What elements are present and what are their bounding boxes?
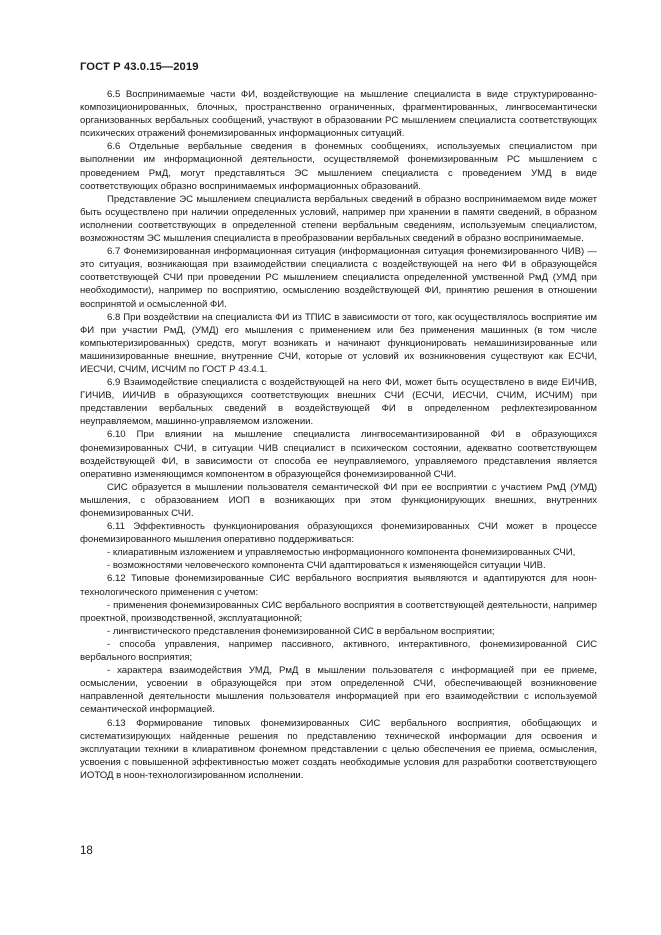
paragraph-6-10: 6.10 При влиянии на мышление специалиста лингвосемантизированной ФИ в образующихся фонемизированных СЧИ, в ситуации ЧИВ специалист в психическом состоянии, адекватно соответствующем воздействующей ФИ, в зависимости от способа ее неуправляемого, управляемого представления является оперативно изменяющимся компонентом в образующейся фонемизированной СЧИ. <box>80 429 597 480</box>
list-item: - способа управления, например пассивного, активного, интерактивного, фонемизированной СИС вербального восприятия; <box>80 638 597 664</box>
paragraph-6-6-continued: Представление ЭС мышлением специалиста вербальных сведений в образно воспринимаемом виде может быть осуществлено при наличии определенных условий, например при хранении в памяти сведений, в образном исполнении соответствующих в определенной степени вербальным сведениям, используемым специалистом, возможностям ЭС мышления специалиста в преобразовании вербальных сведений в образно воспринимаемые. <box>80 193 597 245</box>
list-item: - возможностями человеческого компонента СЧИ адаптироваться к изменяющейся ситуации ЧИВ. <box>107 560 546 572</box>
document-header: ГОСТ Р 43.0.15—2019 <box>80 61 199 73</box>
paragraph-6-9: 6.9 Взаимодействие специалиста с воздействующей на него ФИ, может быть осуществлено в виде ЕИЧИВ, ГИЧИВ, ИИЧИВ в образующихся соответствующих внешних СЧИ (ЕСЧИ, ИЕСЧИ, СЧИМ, ИСЧИМ) при представлении вербальных сведений в воздействующей ФИ в определенном рефлектезированном неуправляемом, машинно-управляемом изложении. <box>80 377 597 428</box>
paragraph-6-8: 6.8 При воздействии на специалиста ФИ из ТПИС в зависимости от того, как осуществлялось восприятие им ФИ при участии РмД, (УМД) его мышления с применением или без применения машинных (в том числе компьютеризированных) средств, могут возникать и начинают функционировать немашинизированные или машинизированные внешние, внутренние СЧИ, которые от условий их возникновения существуют как ЕСЧИ, ИЕСЧИ, СЧИМ, ИСЧИМ по ГОСТ Р 43.4.1. <box>80 311 597 375</box>
list-item: - клиаративным изложением и управляемостью информационного компонента фонемизированных СЧИ, <box>107 547 576 559</box>
paragraph-6-10-continued: СИС образуется в мышлении пользователя семантической ФИ при ее восприятии с участием РмД (УМД) мышления, с образованием ИОП в возникающих при этом функционирующих внешних, внутренних фонемизированных СЧИ. <box>80 481 597 519</box>
paragraph-6-6: 6.6 Отдельные вербальные сведения в фонемных сообщениях, используемых специалистом при выполнении им информационной деятельности, осуществляемой фонемизированным РС мышлением с проведением РмД, могут представляться ЭС мышлением специалиста с проведением УМД в виде соответствующих образно воспринимаемых информационных образований. <box>80 141 597 192</box>
list-item: - применения фонемизированных СИС вербального восприятия в соответствующей деятельности, например проектной, производственной, эксплуатационной; <box>80 599 597 624</box>
document-body <box>80 88 597 782</box>
paragraph-6-13: 6.13 Формирование типовых фонемизированных СИС вербального восприятия, обобщающих и систематизирующих найденные решения по представлению технической информации для освоения и эксплуатации техники в клиаративном фонемном представлении с целью обеспечения ее приема, осмысления, усвоения с повышенной эффективностью может создать необходимые условия для разработки соответствующего ИОТОД в ноон-технологизированном исполнении. <box>80 717 597 781</box>
list-item: - лингвистического представления фонемизированной СИС в вербальном восприятии; <box>107 625 495 637</box>
page-number: 18 <box>80 845 93 857</box>
paragraph-6-12: 6.12 Типовые фонемизированные СИС вербального восприятия выявляются и адаптируются для ноон-технологического применения с учетом: <box>80 573 597 598</box>
paragraph-6-11: 6.11 Эффективность функционирования образующихся фонемизированных СЧИ может в процессе фонемизированного мышления оперативно поддерживаться: <box>80 521 597 546</box>
list-item: - характера взаимодействия УМД, РмД в мышлении пользователя с информацией при ее приеме, осмыслении, усвоении в образующейся при этом определенной СЧИ, обеспечивающей возникновение направленной деятельности мышления пользователя информацией при его взаимодействии с используемой семантической информацией. <box>80 665 597 716</box>
paragraph-6-7: 6.7 Фонемизированная информационная ситуация (информационная ситуация фонемизированного ЧИВ) — это ситуация, возникающая при взаимодействии специалиста с воздействующей на него ФИ в образующейся соответствующей СЧИ при проведении РС мышлением специалиста определенной умственной РмД (УМД при необходимости), например по восприятию, осмыслению воздействующей ФИ, принятию решения в отношении воспринятой и осмысленной ФИ. <box>80 246 597 310</box>
paragraph-6-5: 6.5 Воспринимаемые части ФИ, воздействующие на мышление специалиста в виде структурированно-композиционированных, блочных, пространственно ограниченных, фрагментированных, лингвосемантически организованных вербальных сообщений, участвуют в образовании РС мышлением специалиста соответствующих психических отражений фонемизированных информационных ситуаций. <box>80 89 597 140</box>
